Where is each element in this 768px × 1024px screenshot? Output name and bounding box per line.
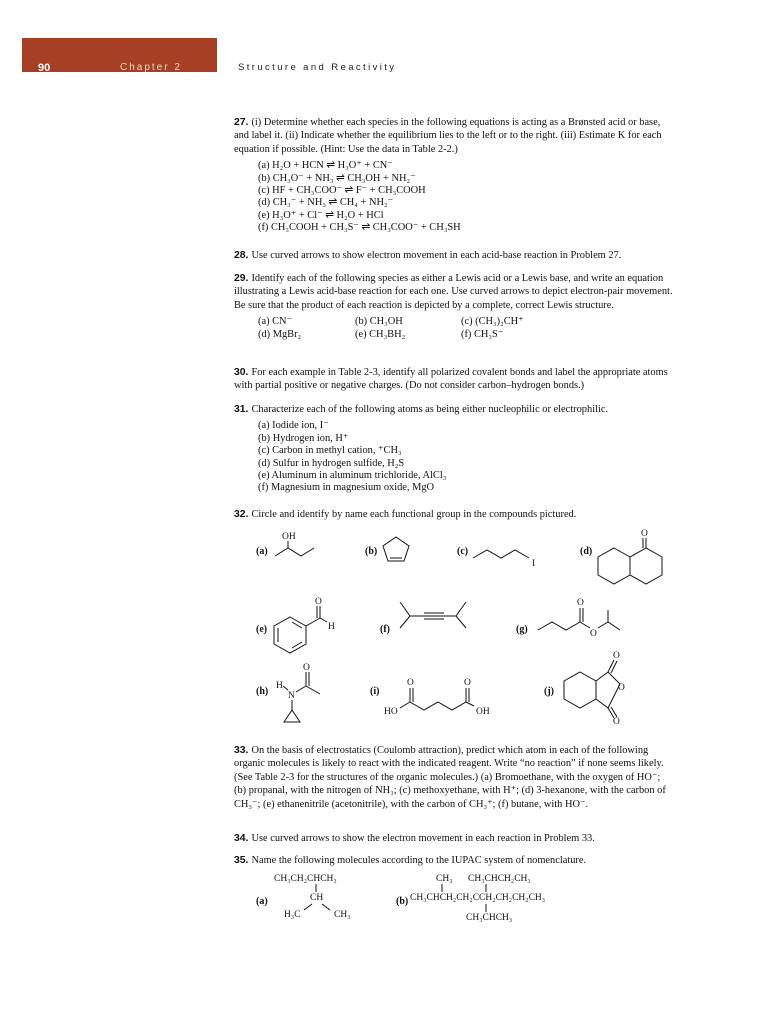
species-list [258, 316, 674, 341]
atom-oh: OH [282, 532, 296, 542]
species-c: (c) (CH₃)₂CH⁺ [461, 316, 524, 328]
problem-29 [234, 272, 674, 341]
equation-list [258, 160, 674, 234]
label-35b: (b) [396, 896, 409, 907]
problem-text: Circle and identify by name each functional group in the compounds pictured. [251, 509, 577, 520]
atom-o: O [407, 678, 414, 688]
atom-i: I [532, 559, 536, 569]
label-e: (e) [256, 624, 268, 635]
problem-number: 34. [234, 833, 249, 844]
problem-number: 30. [234, 367, 249, 378]
formula-a-top: CH₃CH₂CHCH₃ [274, 874, 337, 884]
atom-ho: HO [384, 707, 398, 717]
label-d: (d) [580, 546, 593, 557]
formula-b-top1: CH₃ [436, 874, 453, 884]
atom-o: O [303, 663, 310, 673]
problem-text: (i) Determine whether each species in the following equations is acting as a Brønsted acid or base, and label it. (ii) Indicate whether the equilibrium lies to the left or to the right. (iii) Estimate K for each equation if possible. (Hint: Use the data in Table 2-2.) [234, 117, 662, 155]
structure-d-decalone [596, 526, 676, 592]
atom-o: O [613, 651, 620, 661]
species-d: (d) MgBr₂ [258, 328, 302, 340]
problem-number: 31. [234, 404, 249, 415]
atom-o: O [315, 597, 322, 607]
atom-h: H [328, 622, 335, 632]
atom-h: H [276, 681, 283, 691]
page-number: 90 [38, 62, 51, 74]
label-b: (b) [365, 546, 378, 557]
atom-b: (b) Hydrogen ion, H⁺ [258, 432, 349, 444]
problem-33 [234, 744, 674, 811]
formula-b-main: CH₃CHCH₂CH₂CCH₂CH₂CH₂CH₃ [410, 893, 546, 903]
problem-27 [234, 116, 674, 235]
problem-35 [234, 854, 674, 867]
problem-text: Use curved arrows to show electron movement in each acid-base reaction in Problem 27. [251, 250, 622, 261]
problem-30 [234, 366, 674, 393]
structure-a-butanol [270, 530, 330, 570]
structure-e-benzaldehyde [270, 594, 350, 654]
formula-a-left: H₃C [284, 910, 301, 920]
problem-text: Name the following molecules according to the IUPAC system of nomenclature. [251, 855, 587, 866]
atom-d: (d) Sulfur in hydrogen sulfide, H₂S [258, 457, 405, 469]
formula-b-bottom: CH₃CHCH₃ [466, 913, 513, 923]
problem-text: Use curved arrows to show the electron movement in each reaction in Problem 33. [251, 833, 595, 844]
problem-number: 29. [234, 273, 249, 284]
species-e: (e) CH₃BH₂ [355, 328, 406, 340]
equation-b: (b) CH₃O⁻ + NH₃ ⇌ CH₃OH + NH₂⁻ [258, 172, 416, 184]
atom-o: O [590, 629, 597, 639]
problem-text: On the basis of electrostatics (Coulomb attraction), predict which atom in each of the following organic molecules is likely to react with the indicated reagent. Write “no reaction” if none seems likely. (See Table 2-3 for the structures of the organic molecules.) (a) Bromoethane, with the oxygen of HO⁻; (b) propanal, with the nitrogen of NH₃; (c) methoxyethane, with H⁺; (d) 3-hexanone, with the carbon of CH₃⁻; (e) ethanenitrile (acetonitrile), with the carbon of CH₃⁺; (f) butane, with HO⁻. [234, 745, 666, 810]
atom-o: O [641, 529, 648, 539]
atom-c: (c) Carbon in methyl cation, ⁺CH₃ [258, 445, 402, 457]
label-j: (j) [544, 686, 554, 697]
label-f: (f) [380, 624, 390, 635]
atom-a: (a) Iodide ion, I⁻ [258, 420, 329, 432]
structure-c-iodobutane [470, 540, 550, 570]
species-a: (a) CN⁻ [258, 316, 293, 328]
atom-o: O [464, 678, 471, 688]
atom-o: O [618, 683, 625, 693]
structure-f-alkyne [396, 598, 476, 638]
problem-number: 35. [234, 855, 249, 866]
problem-text: For each example in Table 2-3, identify all polarized covalent bonds and label the appropriate atoms with partial positive or negative charges. (Do not consider carbon–hydrogen bonds.) [234, 367, 668, 392]
problem-number: 27. [234, 117, 249, 128]
problem-number: 28. [234, 250, 249, 261]
label-35a: (a) [256, 896, 268, 907]
species-b: (b) CH₃OH [355, 316, 403, 328]
label-i: (i) [370, 686, 380, 697]
formula-b-top2: CH₃CHCH₂CH₃ [468, 874, 531, 884]
chapter-label: Chapter 2 [120, 62, 182, 73]
running-title: Structure and Reactivity [238, 62, 397, 73]
equation-f: (f) CH₃COOH + CH₃S⁻ ⇌ CH₃COO⁻ + CH₃SH [258, 222, 461, 234]
label-c: (c) [457, 546, 469, 557]
species-f: (f) CH₃S⁻ [461, 328, 504, 340]
atom-e: (e) Aluminum in aluminum trichloride, AlCl₃ [258, 470, 447, 482]
label-h: (h) [256, 686, 269, 697]
structure-h-amide [270, 660, 340, 730]
equation-d: (d) CH₃⁻ + NH₃ ⇌ CH₄ + NH₂⁻ [258, 197, 394, 209]
equation-a: (a) H₂O + HCN ⇌ H₃O⁺ + CN⁻ [258, 160, 393, 172]
problem-number: 33. [234, 745, 249, 756]
structure-g-ester [534, 594, 634, 644]
atom-o: O [613, 717, 620, 727]
equation-e: (e) H₃O⁺ + Cl⁻ ⇌ H₂O + HCl [258, 209, 384, 221]
atom-n: N [288, 691, 295, 701]
atom-list [258, 420, 674, 494]
problem-number: 32. [234, 509, 249, 520]
problem-28 [234, 249, 674, 262]
atom-o: O [577, 598, 584, 608]
problem-text: Identify each of the following species as either a Lewis acid or a Lewis base, and write an equation illustrating a Lewis acid-base reaction for each one. Use curved arrows to depict electron-pair movement. Be sure that the product of each reaction is depicted by a complete, correct Lewis structure. [234, 273, 673, 311]
problem-32 [234, 508, 674, 521]
label-a: (a) [256, 546, 268, 557]
structure-j-anhydride [562, 648, 642, 727]
atom-oh: OH [476, 707, 490, 717]
formula-a-right: CH₃ [334, 910, 351, 920]
equation-c: (c) HF + CH₃COO⁻ ⇌ F⁻ + CH₃COOH [258, 185, 426, 197]
formula-a-mid: CH [310, 893, 324, 903]
label-g: (g) [516, 624, 528, 635]
problem-text: Characterize each of the following atoms as being either nucleophilic or electrophilic. [251, 404, 609, 415]
problem-31 [234, 403, 674, 495]
structure-i-diacid [384, 674, 514, 724]
formula-a-bonds [300, 884, 360, 914]
structure-b-cyclopentene [380, 534, 416, 570]
atom-f: (f) Magnesium in magnesium oxide, MgO [258, 482, 435, 494]
problem-34 [234, 832, 674, 845]
